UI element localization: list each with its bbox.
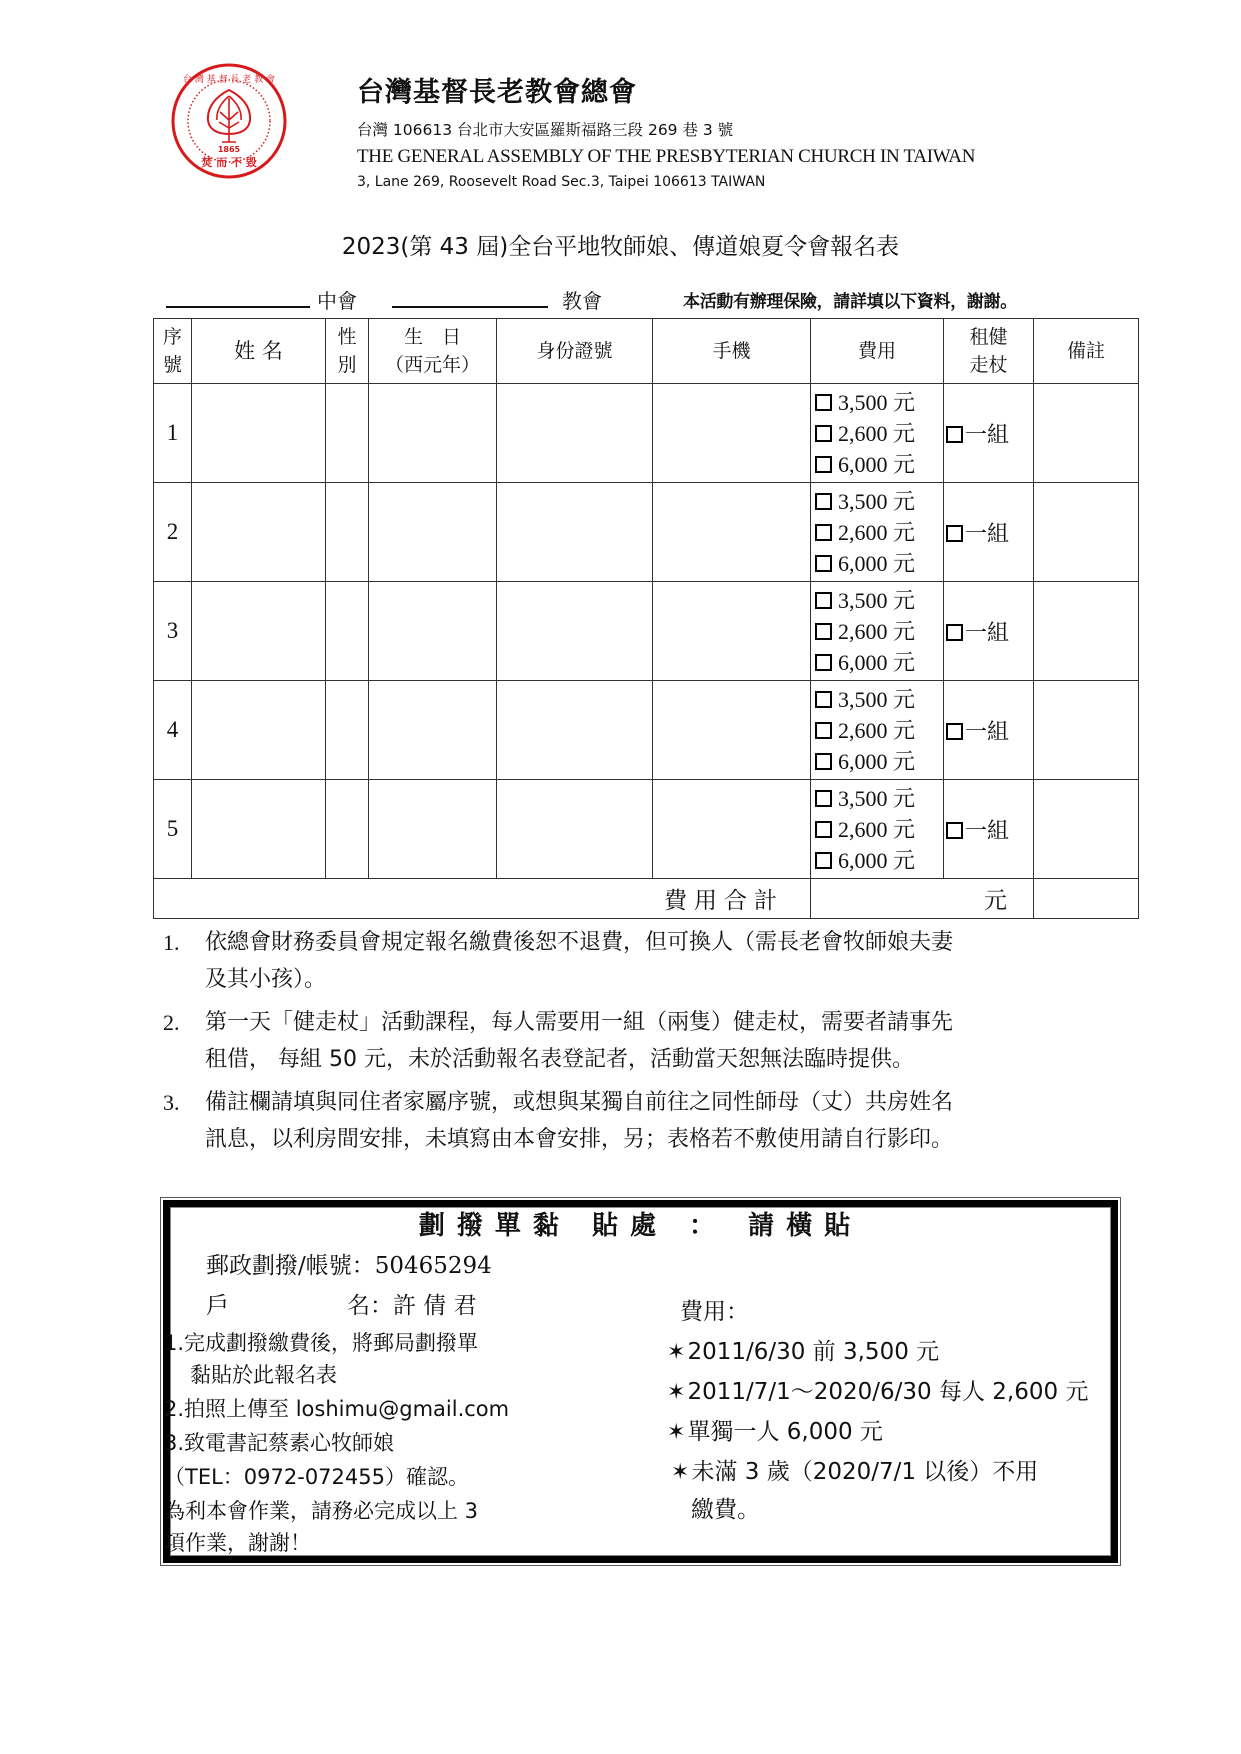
header-fee: 費用 — [811, 319, 944, 384]
gender-cell[interactable] — [326, 780, 369, 879]
church-blank[interactable] — [392, 286, 548, 308]
name-cell[interactable] — [192, 582, 326, 681]
presbytery-label: 中會 — [317, 289, 357, 313]
fee-option-label: 2,600 元 — [838, 519, 916, 545]
pole-option-label: 一組 — [965, 818, 1010, 844]
total-amount-cell[interactable] — [811, 879, 1034, 919]
pole-option-label: 一組 — [965, 521, 1010, 547]
mobile-cell[interactable] — [653, 483, 811, 582]
gender-cell[interactable] — [326, 384, 369, 483]
walking-pole-cell — [944, 780, 1034, 879]
fee-item: ✶單獨一人 6,000 元 — [667, 1419, 883, 1445]
fee-option[interactable] — [815, 387, 943, 418]
walking-pole-cell — [944, 483, 1034, 582]
checkbox-icon[interactable] — [815, 394, 832, 411]
holder-line — [206, 1287, 477, 1320]
step-line: 2.拍照上傳至 loshimu@gmail.com — [164, 1397, 510, 1421]
payment-box-title: 劃撥單黏 貼處 ： 請橫貼 — [418, 1211, 863, 1241]
checkbox-icon[interactable] — [946, 426, 963, 443]
name-cell[interactable] — [192, 384, 326, 483]
header-remarks: 備註 — [1034, 319, 1139, 384]
fee-item: ✶2011/6/30 前 3,500 元 — [667, 1339, 940, 1365]
row-seq: 5 — [154, 780, 192, 879]
step-line: 3.致電書記蔡素心牧師娘 — [164, 1431, 395, 1455]
remarks-cell[interactable] — [1034, 780, 1139, 879]
fee-heading: 費用： — [680, 1299, 749, 1325]
star-icon: ✶ — [667, 1420, 686, 1445]
mobile-cell[interactable] — [653, 780, 811, 879]
table-row — [154, 384, 1139, 483]
walking-pole-cell — [944, 582, 1034, 681]
fee-option[interactable] — [815, 783, 943, 814]
church-label: 教會 — [562, 289, 602, 313]
star-icon: ✶ — [671, 1460, 690, 1485]
checkbox-icon[interactable] — [946, 822, 963, 839]
step-line: 項作業，謝謝！ — [164, 1531, 311, 1555]
header-seq: 序 號 — [154, 319, 192, 384]
checkbox-icon[interactable] — [815, 821, 832, 838]
holder-name: 許 倩 君 — [393, 1293, 477, 1319]
fee-cell — [811, 582, 944, 681]
account-line — [206, 1247, 492, 1280]
birthday-cell[interactable] — [369, 780, 497, 879]
step-line: 黏貼於此報名表 — [190, 1363, 337, 1387]
fee-option-label: 2,600 元 — [838, 420, 916, 446]
step-line: 1.完成劃撥繳費後，將郵局劃撥單 — [164, 1331, 479, 1355]
note-line: 租借， 每組 50 元，未於活動報名表登記者，活動當天恕無法臨時提供。 — [205, 1047, 914, 1072]
note-line: 依總會財務委員會規定報名繳費後恕不退費，但可換人（需長老會牧師娘夫妻 — [205, 930, 954, 955]
church-logo — [170, 62, 288, 180]
header-gender: 性 別 — [326, 319, 369, 384]
name-cell[interactable] — [192, 483, 326, 582]
address-zh: 台灣 106613 台北市大安區羅斯福路三段 269 巷 3 號 — [357, 121, 734, 139]
remarks-cell[interactable] — [1034, 384, 1139, 483]
org-name-zh: 台灣基督長老教會總會 — [357, 77, 637, 108]
note-line: 及其小孩）。 — [205, 967, 327, 992]
mobile-cell[interactable] — [653, 582, 811, 681]
pole-option-label: 一組 — [965, 620, 1010, 646]
step-line: 為利本會作業，請務必完成以上 3 — [164, 1499, 479, 1523]
header-walking-pole: 租健 走杖 — [944, 319, 1034, 384]
note-number: 2. — [163, 1010, 180, 1035]
fee-option[interactable] — [815, 647, 943, 678]
birthday-cell[interactable] — [369, 384, 497, 483]
header-name: 姓 名 — [192, 319, 326, 384]
checkbox-icon[interactable] — [815, 753, 832, 770]
id-number-cell[interactable] — [497, 483, 653, 582]
pole-option-label: 一組 — [965, 422, 1010, 448]
checkbox-icon[interactable] — [815, 852, 832, 869]
step-line: （TEL：0972-072455）確認。 — [164, 1465, 469, 1489]
table-header-row — [154, 319, 1139, 384]
fee-cell — [811, 483, 944, 582]
walking-pole-cell — [944, 681, 1034, 780]
svg-text:焚 而 不 毀: 焚 而 不 毀 — [201, 156, 257, 169]
checkbox-icon[interactable] — [815, 524, 832, 541]
note-item — [163, 924, 1123, 998]
fee-option[interactable] — [815, 845, 943, 876]
fee-item-continued: 繳費。 — [691, 1497, 760, 1523]
presbytery-blank[interactable] — [166, 286, 310, 308]
fee-option-label: 3,500 元 — [838, 686, 916, 712]
checkbox-icon[interactable] — [815, 493, 832, 510]
star-icon: ✶ — [667, 1380, 686, 1405]
table-row — [154, 483, 1139, 582]
fee-cell — [811, 681, 944, 780]
fee-option[interactable] — [815, 486, 943, 517]
row-seq: 3 — [154, 582, 192, 681]
table-row — [154, 582, 1139, 681]
header-id-number: 身份證號 — [497, 319, 653, 384]
fee-option[interactable] — [815, 548, 943, 579]
checkbox-icon[interactable] — [815, 555, 832, 572]
table-row — [154, 681, 1139, 780]
checkbox-icon[interactable] — [815, 592, 832, 609]
fee-option-label: 3,500 元 — [838, 587, 916, 613]
row-seq: 2 — [154, 483, 192, 582]
address-en: 3, Lane 269, Roosevelt Road Sec.3, Taipei 106613 TAIWAN — [357, 174, 766, 190]
holder-label-2: 名： — [347, 1293, 393, 1319]
remarks-cell[interactable] — [1034, 582, 1139, 681]
table-row — [154, 780, 1139, 879]
name-cell[interactable] — [192, 780, 326, 879]
svg-text:1865: 1865 — [217, 145, 241, 154]
checkbox-icon[interactable] — [946, 624, 963, 641]
id-number-cell[interactable] — [497, 384, 653, 483]
note-item — [163, 1004, 1123, 1078]
registration-table — [153, 318, 1139, 919]
remarks-cell[interactable] — [1034, 483, 1139, 582]
fee-option[interactable] — [815, 684, 943, 715]
birthday-cell[interactable] — [369, 483, 497, 582]
id-number-cell[interactable] — [497, 681, 653, 780]
holder-label-1: 戶 — [206, 1293, 229, 1319]
note-number: 3. — [163, 1090, 180, 1115]
gender-cell[interactable] — [326, 483, 369, 582]
note-line: 備註欄請填與同住者家屬序號，或想與某獨自前往之同性師母（丈）共房姓名 — [205, 1090, 954, 1115]
org-name-en: THE GENERAL ASSEMBLY OF THE PRESBYTERIAN CHURCH IN TAIWAN — [357, 146, 976, 167]
insurance-note: 本活動有辦理保險，請詳填以下資料，謝謝。 — [683, 292, 1017, 312]
checkbox-icon[interactable] — [815, 456, 832, 473]
birthday-cell[interactable] — [369, 582, 497, 681]
fee-option-label: 3,500 元 — [838, 785, 916, 811]
fee-option[interactable] — [815, 746, 943, 777]
note-number: 1. — [163, 930, 180, 955]
star-icon: ✶ — [667, 1340, 686, 1365]
total-blank-cell — [1034, 879, 1139, 919]
fee-cell — [811, 384, 944, 483]
account-number: 50465294 — [374, 1253, 492, 1279]
fee-option-label: 2,600 元 — [838, 816, 916, 842]
checkbox-icon[interactable] — [815, 691, 832, 708]
header-mobile: 手機 — [653, 319, 811, 384]
notes-list — [163, 924, 1123, 1164]
note-line: 第一天「健走杖」活動課程，每人需要用一組（兩隻）健走杖，需要者請事先 — [205, 1010, 954, 1035]
fee-option-label: 6,000 元 — [838, 451, 916, 477]
row-seq: 4 — [154, 681, 192, 780]
fee-option-label: 2,600 元 — [838, 618, 916, 644]
fee-item: ✶未滿 3 歲（2020/7/1 以後）不用 — [671, 1459, 1039, 1485]
id-number-cell[interactable] — [497, 780, 653, 879]
fee-option-label: 6,000 元 — [838, 550, 916, 576]
total-row — [154, 879, 1139, 919]
fee-option-label: 3,500 元 — [838, 389, 916, 415]
fee-option[interactable] — [815, 418, 943, 449]
checkbox-icon[interactable] — [946, 525, 963, 542]
walking-pole-cell — [944, 384, 1034, 483]
fee-option[interactable] — [815, 814, 943, 845]
fee-option-label: 6,000 元 — [838, 847, 916, 873]
row-seq: 1 — [154, 384, 192, 483]
fee-option-label: 6,000 元 — [838, 649, 916, 675]
total-label: 費用合計 — [154, 879, 811, 919]
gender-cell[interactable] — [326, 582, 369, 681]
fee-item: ✶2011/7/1～2020/6/30 每人 2,600 元 — [667, 1379, 1089, 1405]
fee-option[interactable] — [815, 585, 943, 616]
mobile-cell[interactable] — [653, 681, 811, 780]
fee-option[interactable] — [815, 616, 943, 647]
pole-option-label: 一組 — [965, 719, 1010, 745]
payment-slip-box — [160, 1197, 1121, 1566]
fee-option-label: 3,500 元 — [838, 488, 916, 514]
form-title: 2023(第 43 屆)全台平地牧師娘、傳道娘夏令會報名表 — [341, 234, 900, 260]
id-number-cell[interactable] — [497, 582, 653, 681]
checkbox-icon[interactable] — [815, 425, 832, 442]
fee-option[interactable] — [815, 449, 943, 480]
mobile-cell[interactable] — [653, 384, 811, 483]
fee-option[interactable] — [815, 715, 943, 746]
checkbox-icon[interactable] — [815, 623, 832, 640]
name-cell[interactable] — [192, 681, 326, 780]
remarks-cell[interactable] — [1034, 681, 1139, 780]
fee-option[interactable] — [815, 517, 943, 548]
fee-option-label: 2,600 元 — [838, 717, 916, 743]
checkbox-icon[interactable] — [815, 722, 832, 739]
checkbox-icon[interactable] — [815, 790, 832, 807]
total-unit: 元 — [984, 888, 1007, 914]
svg-text:台 灣 基 督 長 老 教 會: 台 灣 基 督 長 老 教 會 — [182, 75, 276, 85]
checkbox-icon[interactable] — [946, 723, 963, 740]
fee-cell — [811, 780, 944, 879]
note-line: 訊息，以利房間安排，未填寫由本會安排，另；表格若不敷使用請自行影印。 — [205, 1127, 954, 1152]
fee-option-label: 6,000 元 — [838, 748, 916, 774]
gender-cell[interactable] — [326, 681, 369, 780]
birthday-cell[interactable] — [369, 681, 497, 780]
note-item — [163, 1084, 1123, 1158]
checkbox-icon[interactable] — [815, 654, 832, 671]
account-label: 郵政劃撥/帳號： — [206, 1253, 375, 1279]
header-birthday: 生 日 （西元年） — [369, 319, 497, 384]
